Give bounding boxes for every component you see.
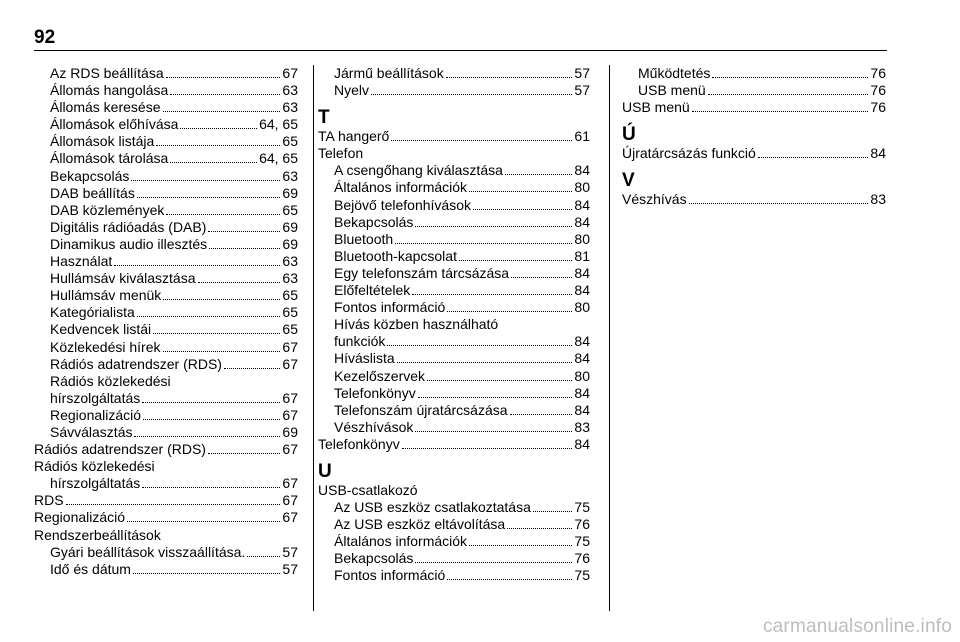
index-entry: [318, 162, 590, 179]
dot-leader: [415, 562, 572, 563]
index-entry: [318, 214, 590, 231]
index-heading: Telefon: [318, 145, 364, 162]
index-entry-text: Bejövő telefonhívások: [334, 196, 471, 213]
index-letter-heading: V: [622, 170, 635, 192]
index-entry: [34, 304, 298, 321]
dot-leader: [198, 282, 281, 283]
index-heading: Rádiós közlekedési: [50, 372, 171, 389]
index-heading: USB-csatlakozó: [318, 481, 418, 498]
index-entry: [318, 231, 590, 248]
index-entry-page: 65: [282, 321, 298, 338]
index-entry-text: Egy telefonszám tárcsázása: [334, 264, 510, 281]
index-entry-text: Fontos információ: [334, 299, 446, 316]
dot-leader: [758, 157, 869, 158]
dot-leader: [395, 243, 572, 244]
index-entry-page: 63: [282, 253, 298, 270]
index-entry-text: USB menü: [638, 82, 706, 99]
index-entry-page: 69: [282, 235, 298, 252]
index-entry-text: Működtetés: [638, 65, 711, 81]
dot-leader: [469, 545, 572, 546]
dot-leader: [511, 277, 572, 278]
index-entry-text: Nyelv: [334, 82, 370, 99]
index-column-3: [622, 65, 886, 208]
header-rule: [34, 50, 887, 51]
dot-leader: [208, 453, 280, 454]
index-entry: [34, 492, 298, 509]
index-entry-page: 84: [574, 435, 590, 452]
index-entry: [34, 287, 298, 304]
index-entry-text: Állomások listája: [50, 133, 155, 150]
index-entry: [34, 236, 298, 253]
dot-leader: [137, 197, 281, 198]
index-entry-page: 57: [282, 543, 298, 560]
index-entry-text: DAB beállítás: [50, 184, 135, 201]
index-entry: [34, 202, 298, 219]
index-entry: [622, 99, 886, 116]
index-entry-text: Hullámsáv kiválasztása: [50, 270, 196, 287]
index-entry-text: Regionalizáció: [34, 509, 126, 526]
index-entry: [34, 185, 298, 202]
dot-leader: [247, 556, 280, 557]
index-entry-page: 75: [574, 567, 590, 584]
index-entry-text: Telefonkönyv: [334, 384, 416, 401]
index-entry: [34, 150, 298, 167]
dot-leader: [127, 521, 280, 522]
index-entry-page: 69: [282, 218, 298, 235]
index-entry-text: Telefonkönyv: [318, 435, 400, 452]
index-entry-text: Rádiós adatrendszer (RDS): [50, 355, 222, 372]
index-entry-page: 83: [870, 191, 886, 208]
index-entry: [318, 333, 590, 350]
index-entry-text: Regionalizáció: [50, 406, 142, 423]
index-entry-page: 67: [282, 389, 298, 406]
index-entry-text: Előfeltételek: [334, 282, 411, 299]
dot-leader: [224, 368, 280, 369]
index-entry-page: 57: [574, 82, 590, 99]
index-entry-text: RDS: [34, 492, 64, 509]
index-entry-page: 75: [574, 533, 590, 550]
index-entry-text: Idő és dátum: [50, 560, 131, 577]
dot-leader: [415, 226, 572, 227]
index-entry: [34, 82, 298, 99]
index-entry: [622, 145, 886, 162]
index-entry-text: Az USB eszköz csatlakoztatása: [334, 499, 531, 516]
dot-leader: [209, 248, 280, 249]
index-entry: [34, 441, 298, 458]
index-entry-page: 84: [870, 145, 886, 162]
dot-leader: [689, 203, 869, 204]
index-entry-page: 57: [574, 65, 590, 81]
index-entry-text: Gyári beállítások visszaállítása.: [50, 543, 246, 560]
index-entry-page: 63: [282, 167, 298, 184]
index-entry-text: Bluetooth-kapcsolat: [334, 247, 457, 264]
column-divider: [313, 65, 314, 611]
index-entry-page: 67: [282, 65, 298, 81]
index-entry: [34, 509, 298, 526]
index-entry-text: Hullámsáv menük: [50, 287, 162, 304]
index-entry-text: Általános információk: [334, 179, 468, 196]
index-entry-page: 69: [282, 184, 298, 201]
dot-leader: [170, 162, 257, 163]
index-entry-text: Állomások tárolása: [50, 150, 169, 167]
index-entry-page: 64, 65: [259, 150, 298, 167]
index-entry-page: 80: [574, 179, 590, 196]
index-entry-page: 67: [282, 509, 298, 526]
index-entry-page: 65: [282, 133, 298, 150]
dot-leader: [170, 94, 280, 95]
index-entry-text: Dinamikus audio illesztés: [50, 235, 208, 252]
index-entry: [34, 339, 298, 356]
index-entry-page: 84: [574, 401, 590, 418]
index-entry: [34, 219, 298, 236]
dot-leader: [447, 311, 572, 312]
index-entry: [318, 402, 590, 419]
index-entry-page: 64, 65: [259, 116, 298, 133]
dot-leader: [469, 191, 572, 192]
index-entry-text: A csengőhang kiválasztása: [334, 162, 503, 179]
index-entry: [318, 197, 590, 214]
index-entry-text: Az USB eszköz eltávolítása: [334, 516, 506, 533]
index-entry-page: 65: [282, 304, 298, 321]
dot-leader: [505, 174, 573, 175]
index-entry: [34, 99, 298, 116]
index-entry-text: Vészhívások: [334, 418, 414, 435]
dot-leader: [446, 77, 573, 78]
dot-leader: [142, 487, 280, 488]
index-entry-page: 67: [282, 492, 298, 509]
index-entry-text: Bluetooth: [334, 230, 394, 247]
index-entry-text: Állomások előhívása: [50, 116, 179, 133]
index-entry-text: Használat: [50, 253, 113, 270]
index-entry-text: Kezelőszervek: [334, 367, 426, 384]
index-heading: Rendszerbeállítások: [34, 526, 161, 543]
index-entry: [34, 561, 298, 578]
dot-leader: [131, 180, 280, 181]
dot-leader: [510, 414, 573, 415]
dot-leader: [397, 362, 573, 363]
index-entry: [622, 82, 886, 99]
dot-leader: [163, 111, 281, 112]
index-entry-page: 76: [870, 65, 886, 81]
dot-leader: [371, 94, 572, 95]
index-entry: [318, 567, 590, 584]
index-entry-page: 57: [282, 560, 298, 577]
dot-leader: [156, 145, 280, 146]
index-entry-text: Jármű beállítások: [334, 65, 444, 81]
dot-leader: [114, 265, 280, 266]
index-entry: [34, 390, 298, 407]
index-entry-text: hírszolgáltatás: [50, 475, 141, 492]
index-entry-page: 63: [282, 99, 298, 116]
index-entry: [318, 419, 590, 436]
dot-leader: [459, 260, 572, 261]
dot-leader: [387, 345, 572, 346]
dot-leader: [415, 431, 572, 432]
index-entry-page: 84: [574, 162, 590, 179]
dot-leader: [427, 380, 572, 381]
dot-leader: [402, 448, 573, 449]
index-entry-text: Az RDS beállítása: [50, 65, 164, 81]
dot-leader: [712, 77, 868, 78]
index-entry-page: 67: [282, 355, 298, 372]
dot-leader: [143, 419, 280, 420]
index-entry-text: Kedvencek listái: [50, 321, 152, 338]
index-entry: [34, 65, 298, 82]
index-entry: [318, 550, 590, 567]
index-column-2: [318, 65, 590, 585]
index-entry: [34, 116, 298, 133]
index-entry-text: Vészhívás: [622, 191, 687, 208]
index-entry-page: 65: [282, 287, 298, 304]
index-entry-page: 81: [574, 247, 590, 264]
page-number: 92: [34, 27, 56, 48]
index-entry: [318, 282, 590, 299]
dot-leader: [391, 140, 572, 141]
index-entry-page: 80: [574, 299, 590, 316]
index-entry-text: Általános információk: [334, 533, 468, 550]
dot-leader: [166, 77, 281, 78]
index-entry-page: 67: [282, 475, 298, 492]
index-entry-text: USB menü: [622, 99, 690, 116]
index-entry: [34, 407, 298, 424]
watermark: carmanualsonline.info: [762, 616, 952, 637]
index-entry-text: Rádiós adatrendszer (RDS): [34, 441, 206, 458]
index-heading: Rádiós közlekedési: [34, 458, 155, 475]
index-letter-heading: T: [318, 107, 330, 129]
dot-leader: [507, 528, 572, 529]
index-entry: [318, 436, 590, 453]
index-entry: [34, 356, 298, 373]
index-entry-page: 75: [574, 499, 590, 516]
index-letter-heading: U: [318, 460, 332, 482]
index-entry: [318, 499, 590, 516]
index-entry-text: Sávválasztás: [50, 423, 133, 440]
index-entry: [318, 385, 590, 402]
index-entry-page: 76: [870, 99, 886, 116]
index-entry-text: Újratárcsázás funkció: [622, 145, 756, 162]
index-entry-text: Bekapcsolás: [334, 550, 414, 567]
dot-leader: [533, 511, 573, 512]
index-entry: [622, 191, 886, 208]
index-entry-page: 67: [282, 338, 298, 355]
index-entry: [318, 65, 590, 82]
index-entry-page: 65: [282, 201, 298, 218]
index-entry-page: 63: [282, 82, 298, 99]
index-entry-text: Telefonszám újratárcsázása: [334, 401, 508, 418]
dot-leader: [447, 579, 572, 580]
index-entry: [34, 544, 298, 561]
index-entry: [34, 475, 298, 492]
dot-leader: [166, 214, 280, 215]
index-entry-text: Digitális rádióadás (DAB): [50, 218, 207, 235]
index-entry: [318, 248, 590, 265]
dot-leader: [208, 231, 280, 232]
index-entry-page: 63: [282, 270, 298, 287]
index-entry: [318, 179, 590, 196]
index-heading: Hívás közben használható: [334, 316, 499, 333]
index-entry: [34, 424, 298, 441]
index-entry-text: Bekapcsolás: [334, 213, 414, 230]
dot-leader: [473, 209, 572, 210]
index-entry-page: 76: [574, 550, 590, 567]
index-entry-page: 84: [574, 350, 590, 367]
index-entry-text: Állomás keresése: [50, 99, 161, 116]
index-entry: [34, 133, 298, 150]
index-entry: [318, 533, 590, 550]
index-entry-page: 84: [574, 384, 590, 401]
index-column-1: [34, 65, 298, 578]
index-entry-text: Híváslista: [334, 350, 395, 367]
index-entry: [318, 368, 590, 385]
index-entry: [34, 168, 298, 185]
index-entry: [318, 516, 590, 533]
index-entry: [318, 265, 590, 282]
dot-leader: [708, 94, 869, 95]
index-entry-text: funkciók: [334, 333, 386, 350]
dot-leader: [153, 333, 280, 334]
index-entry: [318, 299, 590, 316]
dot-leader: [66, 504, 281, 505]
column-divider: [609, 65, 610, 611]
index-entry-page: 84: [574, 333, 590, 350]
dot-leader: [142, 402, 280, 403]
index-entry-page: 76: [870, 82, 886, 99]
index-entry-page: 84: [574, 264, 590, 281]
index-entry-page: 67: [282, 406, 298, 423]
index-entry-text: hírszolgáltatás: [50, 389, 141, 406]
index-entry-page: 76: [574, 516, 590, 533]
index-entry-page: 80: [574, 367, 590, 384]
index-entry: [34, 253, 298, 270]
index-entry-page: 83: [574, 418, 590, 435]
index-entry: [34, 270, 298, 287]
index-entry: [318, 82, 590, 99]
dot-leader: [133, 573, 280, 574]
dot-leader: [692, 111, 869, 112]
index-entry-page: 67: [282, 441, 298, 458]
index-entry: [622, 65, 886, 82]
index-entry: [318, 350, 590, 367]
index-entry-text: DAB közlemények: [50, 201, 165, 218]
dot-leader: [137, 316, 281, 317]
dot-leader: [163, 299, 280, 300]
index-entry-page: 84: [574, 196, 590, 213]
index-entry: [318, 128, 590, 145]
dot-leader: [180, 128, 257, 129]
index-entry-text: Kategórialista: [50, 304, 135, 321]
dot-leader: [412, 294, 572, 295]
index-entry-page: 61: [574, 128, 590, 145]
index-entry-page: 69: [282, 423, 298, 440]
dot-leader: [163, 351, 281, 352]
dot-leader: [134, 436, 280, 437]
index-entry-text: Állomás hangolása: [50, 82, 169, 99]
index-entry-page: 84: [574, 282, 590, 299]
dot-leader: [418, 397, 573, 398]
index-entry-text: Közlekedési hírek: [50, 338, 161, 355]
index-entry-page: 84: [574, 213, 590, 230]
index-letter-heading: Ú: [622, 124, 636, 146]
index-entry-text: Fontos információ: [334, 567, 446, 584]
index-entry-page: 80: [574, 230, 590, 247]
index-entry-text: Bekapcsolás: [50, 167, 130, 184]
index-entry: [34, 321, 298, 338]
index-entry-text: TA hangerő: [318, 128, 390, 145]
